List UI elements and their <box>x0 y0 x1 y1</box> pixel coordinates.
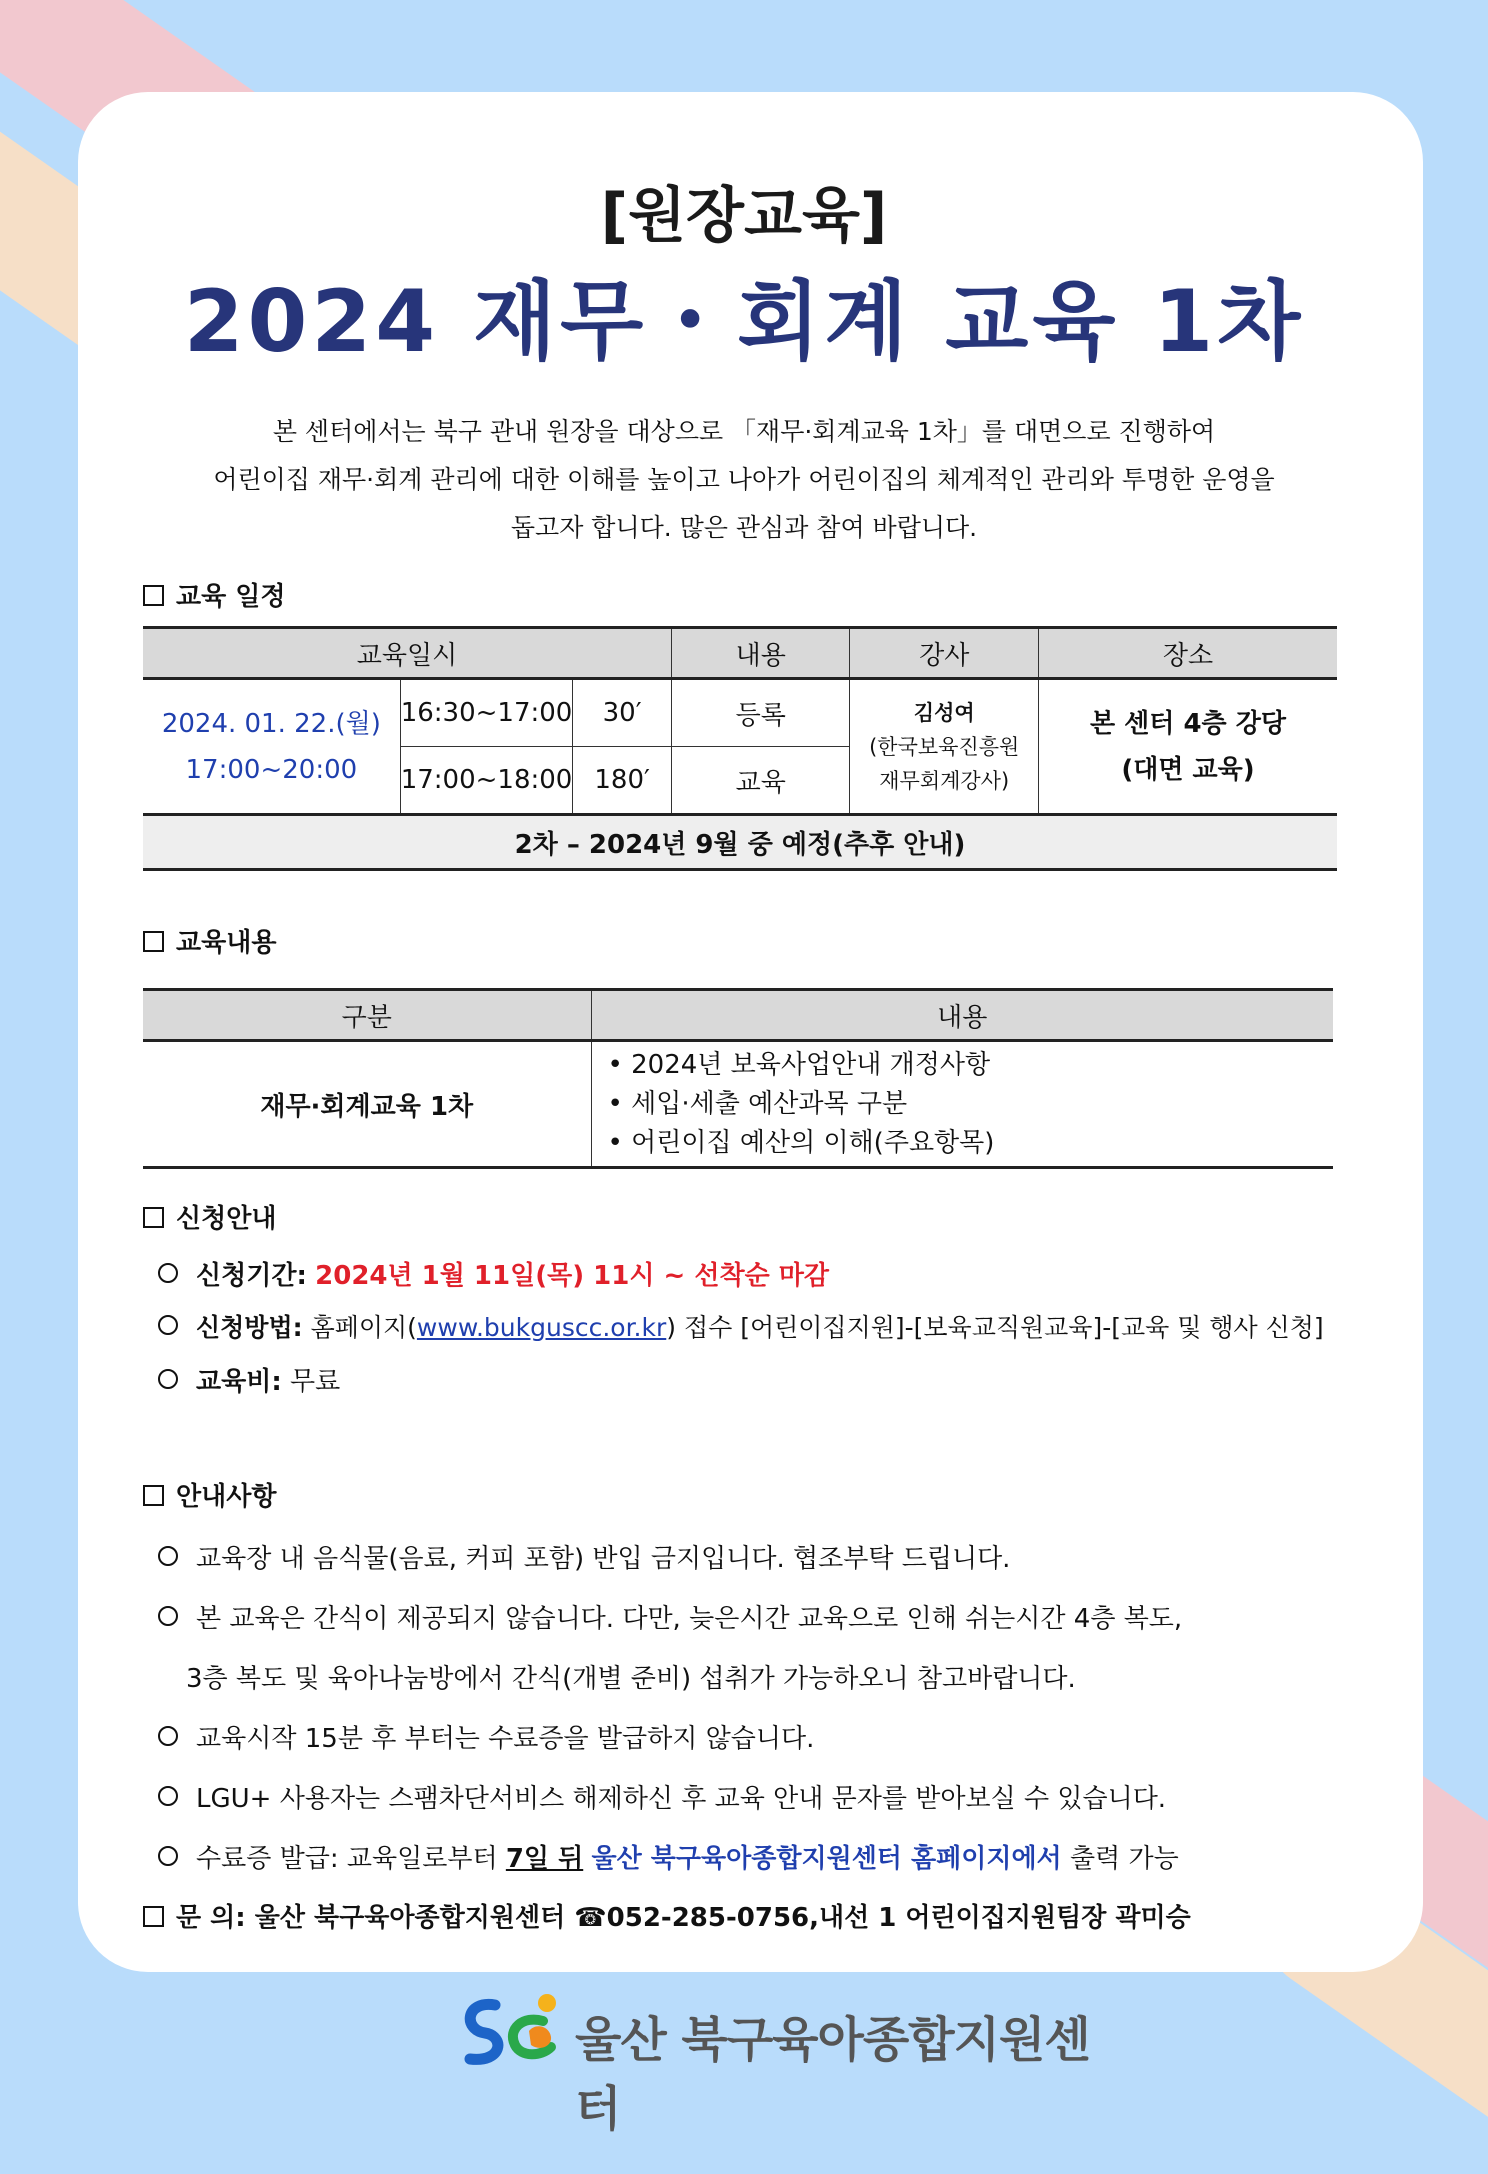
table-row <box>143 679 1337 747</box>
contact-info: 문 의: 울산 북구육아종합지원센터 ☎052-285-0756,내선 1 어린이집지원팀장 곽미승 <box>143 1897 1191 1934</box>
circle-bullet-icon <box>158 1369 178 1389</box>
square-bullet-icon <box>143 1207 164 1228</box>
session-content: 등록 <box>671 679 850 747</box>
section-heading-schedule: 교육 일정 <box>143 576 286 613</box>
circle-bullet-icon <box>158 1786 178 1806</box>
square-bullet-icon <box>143 1906 164 1927</box>
intro-text <box>150 408 1338 552</box>
circle-bullet-icon <box>158 1546 178 1566</box>
circle-bullet-icon <box>158 1726 178 1746</box>
square-bullet-icon <box>143 585 164 606</box>
instructor: 김성여 (한국보육진흥원 재무회계강사) <box>850 679 1038 815</box>
section-heading-application: 신청안내 <box>143 1198 276 1235</box>
schedule-table <box>143 626 1337 871</box>
place: 본 센터 4층 강당 (대면 교육) <box>1038 679 1337 815</box>
application-fee: 교육비: 무료 <box>158 1361 340 1398</box>
square-bullet-icon <box>143 931 164 952</box>
list-item: • 2024년 보육사업안내 개정사항 <box>607 1049 991 1080</box>
table-header-row <box>143 990 1333 1041</box>
table-row <box>143 815 1337 870</box>
session-time: 16:30~17:00 <box>400 679 573 747</box>
application-period: 신청기간: 2024년 1월 11일(목) 11시 ~ 선착순 마감 <box>158 1255 829 1292</box>
session-duration: 180′ <box>573 747 672 815</box>
list-item: • 어린이집 예산의 이해(주요항목) <box>607 1127 995 1158</box>
homepage-link[interactable]: www.bukguscc.or.kr <box>416 1313 667 1342</box>
circle-bullet-icon <box>158 1846 178 1866</box>
col-header: 교육일시 <box>143 628 671 679</box>
col-header: 장소 <box>1038 628 1337 679</box>
col-header: 내용 <box>671 628 850 679</box>
session-content: 교육 <box>671 747 850 815</box>
content-table <box>143 988 1333 1169</box>
circle-bullet-icon <box>158 1315 178 1335</box>
list-item: • 세입·세출 예산과목 구분 <box>607 1088 908 1119</box>
notice-item: LGU+ 사용자는 스팸차단서비스 해제하신 후 교육 안내 문자를 받아보실 수 있습니다. <box>158 1778 1166 1815</box>
notice-item: 교육장 내 음식물(음료, 커피 포함) 반입 금지입니다. 협조부탁 드립니다. <box>158 1538 1010 1575</box>
session-time: 17:00~18:00 <box>400 747 573 815</box>
circle-bullet-icon <box>158 1263 178 1283</box>
center-logo <box>455 1985 1095 2137</box>
table-header-row <box>143 628 1337 679</box>
content-category: 재무·회계교육 1차 <box>143 1041 591 1168</box>
section-heading-notice: 안내사항 <box>143 1476 276 1513</box>
center-logo-icon <box>455 1985 565 2075</box>
page-title: 2024 재무・회계 교육 1차 <box>183 272 1305 372</box>
intro-line: 돕고자 합니다. 많은 관심과 참여 바랍니다. <box>510 513 978 542</box>
intro-line: 본 센터에서는 북구 관내 원장을 대상으로 「재무·회계교육 1차」를 대면으로 진행하여 <box>272 417 1216 446</box>
square-bullet-icon <box>143 1485 164 1506</box>
notice-item-continued: 3층 복도 및 육아나눔방에서 간식(개별 준비) 섭취가 가능하오니 참고바랍니다. <box>186 1664 1076 1694</box>
schedule-date: 2024. 01. 22.(월) 17:00~20:00 <box>143 679 400 815</box>
application-method: 신청방법: 홈페이지(www.bukguscc.or.kr) 접수 [어린이집지원]-[보육교직원교육]-[교육 및 행사 신청] <box>158 1308 1324 1344</box>
center-logo-text: 울산 북구육아종합지원센터 <box>575 2012 1090 2137</box>
content-items <box>591 1041 1333 1168</box>
col-header: 구분 <box>143 990 591 1041</box>
category-title: [원장교육] <box>600 181 888 251</box>
circle-bullet-icon <box>158 1606 178 1626</box>
second-round-note: 2차 – 2024년 9월 중 예정(추후 안내) <box>143 815 1337 870</box>
notice-item: 교육시작 15분 후 부터는 수료증을 발급하지 않습니다. <box>158 1718 814 1755</box>
session-duration: 30′ <box>573 679 672 747</box>
notice-item: 본 교육은 간식이 제공되지 않습니다. 다만, 늦은시간 교육으로 인해 쉬는시간 4층 복도, <box>158 1598 1182 1635</box>
table-row <box>143 1041 1333 1168</box>
section-heading-content: 교육내용 <box>143 922 276 959</box>
col-header: 내용 <box>591 990 1333 1041</box>
notice-item: 수료증 발급: 교육일로부터 7일 뒤 울산 북구육아종합지원센터 홈페이지에서 출력 가능 <box>158 1838 1179 1875</box>
col-header: 강사 <box>850 628 1038 679</box>
intro-line: 어린이집 재무·회계 관리에 대한 이해를 높이고 나아가 어린이집의 체계적인 관리와 투명한 운영을 <box>213 465 1275 494</box>
